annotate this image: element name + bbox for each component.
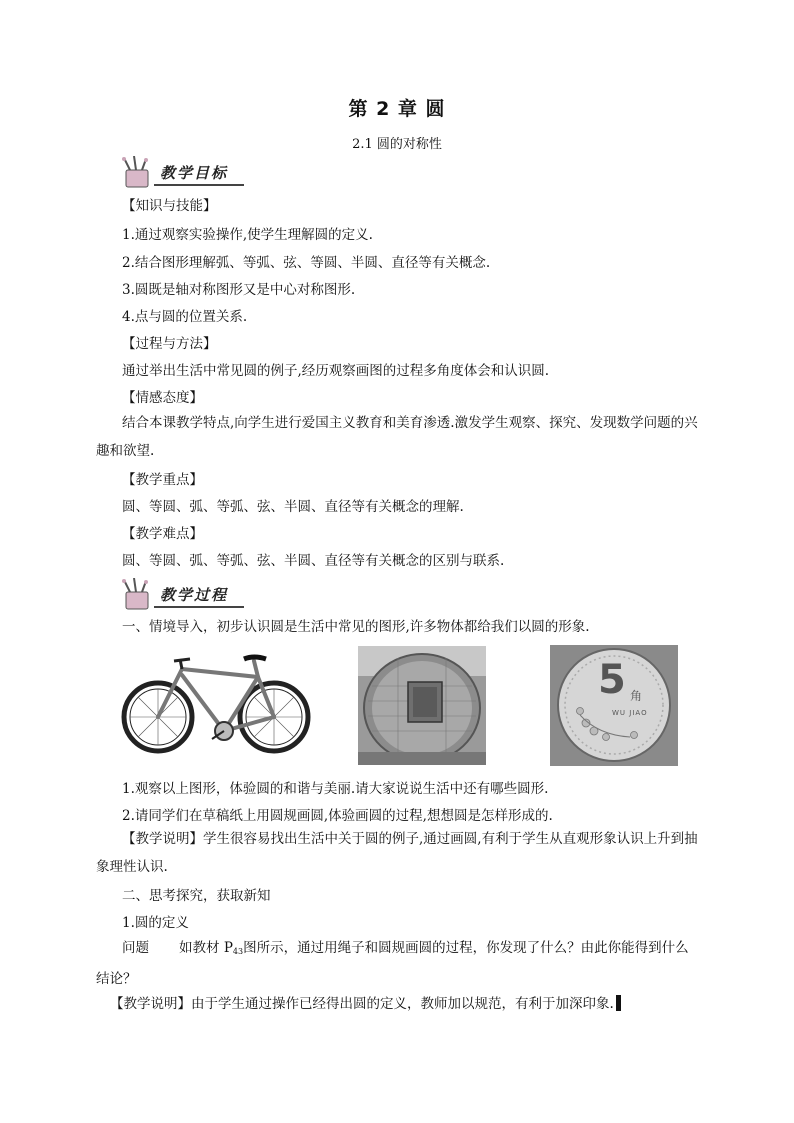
key-heading: 【教学重点】: [122, 472, 203, 488]
question-label: 问题: [122, 940, 149, 956]
question-text: 问题 如教材 $P_{43}$图所示，通过用绳子和圆规画圆的过程，你发现了什么？由此你能得到什么结论？: [96, 940, 689, 987]
coin-text: WU JIAO: [612, 709, 648, 717]
attitude-heading: 【情感态度】: [122, 390, 203, 406]
intro-text: 一、情境导入，初步认识圆是生活中常见的图形,许多物体都给我们以圆的形象.: [122, 619, 590, 635]
knowledge-item: 2.结合图形理解弧、等弧、弦、等圆、半圆、直径等有关概念.: [122, 255, 491, 271]
section-title: 2.1 圆的对称性: [352, 137, 442, 152]
knowledge-item: 1.通过观察实验操作,使学生理解圆的定义.: [122, 227, 373, 243]
coin-unit: 角: [630, 689, 643, 703]
process-banner-label: 教学过程: [160, 586, 229, 604]
process-heading: 【过程与方法】: [122, 336, 217, 352]
round-building-image: [358, 646, 486, 765]
teaching-note-2: 【教学说明】由于学生通过操作已经得出圆的定义，教师加以规范，有利于加深印象.: [110, 994, 690, 1014]
attitude-text: 结合本课教学特点,向学生进行爱国主义教育和美育渗透.激发学生观察、探究、发现数学问题的兴趣和欲望.: [96, 415, 698, 459]
knowledge-item: 4.点与圆的位置关系.: [122, 309, 248, 325]
step2-text: 2.请同学们在草稿纸上用圆规画圆,体验画圆的过程,想想圆是怎样形成的.: [122, 808, 553, 824]
knowledge-item: 3.圆既是轴对称图形又是中心对称图形.: [122, 282, 356, 298]
difficulty-text: 圆、等圆、弧、等弧、弦、半圆、直径等有关概念的区别与联系.: [122, 553, 505, 569]
knowledge-heading: 【知识与技能】: [122, 198, 217, 214]
objectives-banner-label: 教学目标: [160, 164, 229, 182]
section2-heading: 二、思考探究，获取新知: [122, 888, 271, 904]
coin-image: [550, 645, 678, 766]
teaching-note-1: 【教学说明】学生很容易找出生活中关于圆的例子,通过画圆,有利于学生从直观形象认识上升到抽象理性认识.: [96, 831, 698, 875]
definition-heading: 1.圆的定义: [122, 915, 189, 931]
process-banner: [120, 578, 246, 610]
process-text: 通过举出生活中常见圆的例子,经历观察画图的过程多角度体会和认识圆.: [122, 363, 550, 379]
chapter-title: 第 2 章 圆: [348, 98, 446, 120]
key-text: 圆、等圆、弧、等弧、弦、半圆、直径等有关概念的理解.: [122, 499, 464, 515]
objectives-banner: [120, 156, 246, 188]
difficulty-heading: 【教学难点】: [122, 526, 203, 542]
bicycle-image: [120, 647, 312, 762]
step1-text: 1.观察以上图形，体验圆的和谐与美丽.请大家说说生活中还有哪些圆形.: [122, 781, 549, 797]
coin-digit: 5: [598, 657, 626, 703]
text-cursor: [616, 995, 621, 1011]
